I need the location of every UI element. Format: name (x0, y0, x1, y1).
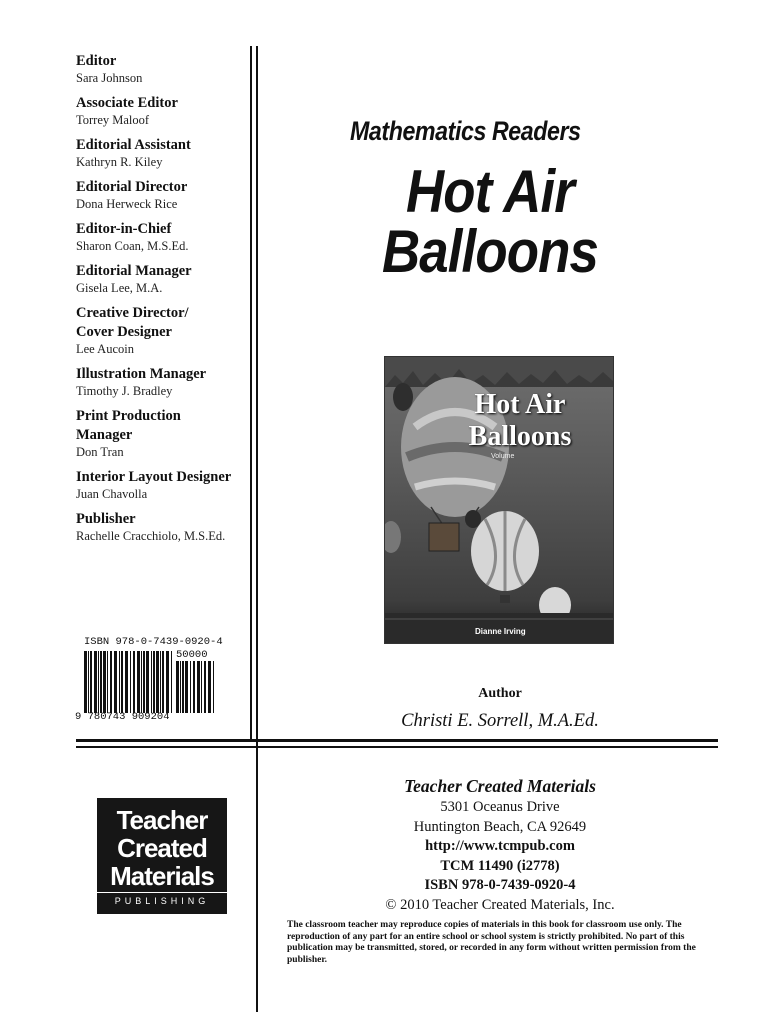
credit-name: Timothy J. Bradley (76, 384, 173, 398)
publisher-info (380, 774, 620, 915)
credit-role: Editor-in-Chief (76, 221, 172, 237)
credit-name: Kathryn R. Kiley (76, 155, 163, 169)
credit-entry (76, 510, 248, 544)
author-name: Christi E. Sorrell, M.A.Ed. (401, 711, 599, 731)
publisher-name: Teacher Created Materials (404, 776, 596, 796)
logo-line: Created (117, 833, 207, 863)
cover-title-line: Balloons (468, 421, 572, 452)
cover-author: Dianne Irving (475, 627, 526, 636)
credit-role: Interior Layout Designer (76, 469, 232, 485)
credit-name: Torrey Maloof (76, 113, 150, 127)
credit-role: Creative Director/ Cover Designer (76, 305, 189, 340)
balloon-basket (429, 523, 459, 551)
credit-name: Lee Aucoin (76, 342, 134, 356)
barcode-price-code: 50000 (176, 649, 208, 661)
credit-name: Juan Chavolla (76, 487, 148, 501)
copyright-notice: The classroom teacher may reproduce copies of materials in this book for classroom use only. The reproduction of any part for an entire school or school system is strictly prohibited. No part of this publication may be transmitted, stored, or recorded in any form without written permission from the publisher. (287, 920, 696, 965)
credit-entry (76, 365, 248, 399)
series-title: Mathematics Readers (350, 116, 581, 146)
book-title (360, 158, 620, 285)
publisher-isbn: ISBN 978-0-7439-0920-4 (424, 877, 576, 893)
barcode-digits: 9 780743 909204 (75, 711, 170, 723)
cover-title (425, 389, 614, 453)
cover-volume: Volume (491, 453, 515, 460)
logo-divider (97, 892, 227, 893)
credit-entry (76, 136, 248, 170)
logo-line: Materials (110, 861, 214, 891)
credit-role: Publisher (76, 511, 136, 527)
credit-entry (76, 94, 248, 128)
book-title-line: Balloons (382, 218, 598, 285)
credit-name: Dona Herweck Rice (76, 197, 178, 211)
vertical-rule (250, 46, 252, 742)
publisher-tcm: TCM 11490 (i2778) (440, 857, 560, 874)
publisher-url: http://www.tcmpub.com (425, 838, 575, 854)
logo-subtitle: PUBLISHING (114, 896, 210, 906)
horizontal-rule (76, 746, 718, 748)
credit-name: Sara Johnson (76, 71, 143, 85)
publisher-logo (97, 798, 227, 914)
credit-role: Editorial Director (76, 179, 188, 195)
credits-column (76, 52, 248, 552)
publisher-copyright: © 2010 Teacher Created Materials, Inc. (385, 896, 615, 913)
logo-line: Teacher (116, 805, 208, 835)
credit-entry (76, 52, 248, 86)
credit-entry (76, 178, 248, 212)
cover-title-line: Hot Air (474, 389, 566, 420)
credit-name: Don Tran (76, 445, 124, 459)
cover-image (384, 356, 614, 644)
barcode-icon (84, 651, 174, 713)
credit-role: Editor (76, 53, 117, 69)
credit-name: Rachelle Cracchiolo, M.S.Ed. (76, 529, 226, 543)
barcode-isbn-text: ISBN 978-0-7439-0920-4 (84, 636, 223, 648)
credit-entry (76, 262, 248, 296)
credit-role: Editorial Assistant (76, 137, 191, 153)
credit-entry (76, 220, 248, 254)
credit-role: Illustration Manager (76, 366, 207, 382)
credit-name: Sharon Coan, M.S.Ed. (76, 239, 189, 253)
credit-entry (76, 407, 248, 460)
credit-entry (76, 468, 248, 502)
publisher-address: Huntington Beach, CA 92649 (413, 818, 587, 835)
credit-name: Gisela Lee, M.A. (76, 281, 163, 295)
credit-entry (76, 304, 248, 357)
publisher-address: 5301 Oceanus Drive (440, 799, 560, 815)
author-label: Author (478, 686, 522, 701)
credit-role: Associate Editor (76, 95, 178, 111)
logo-text (97, 806, 227, 890)
book-title-line: Hot Air (406, 158, 574, 225)
barcode-addon-icon (176, 661, 218, 713)
horizontal-rule (76, 739, 718, 742)
vertical-rule (256, 46, 258, 1012)
credit-role: Print Production Manager (76, 408, 181, 443)
credit-role: Editorial Manager (76, 263, 192, 279)
